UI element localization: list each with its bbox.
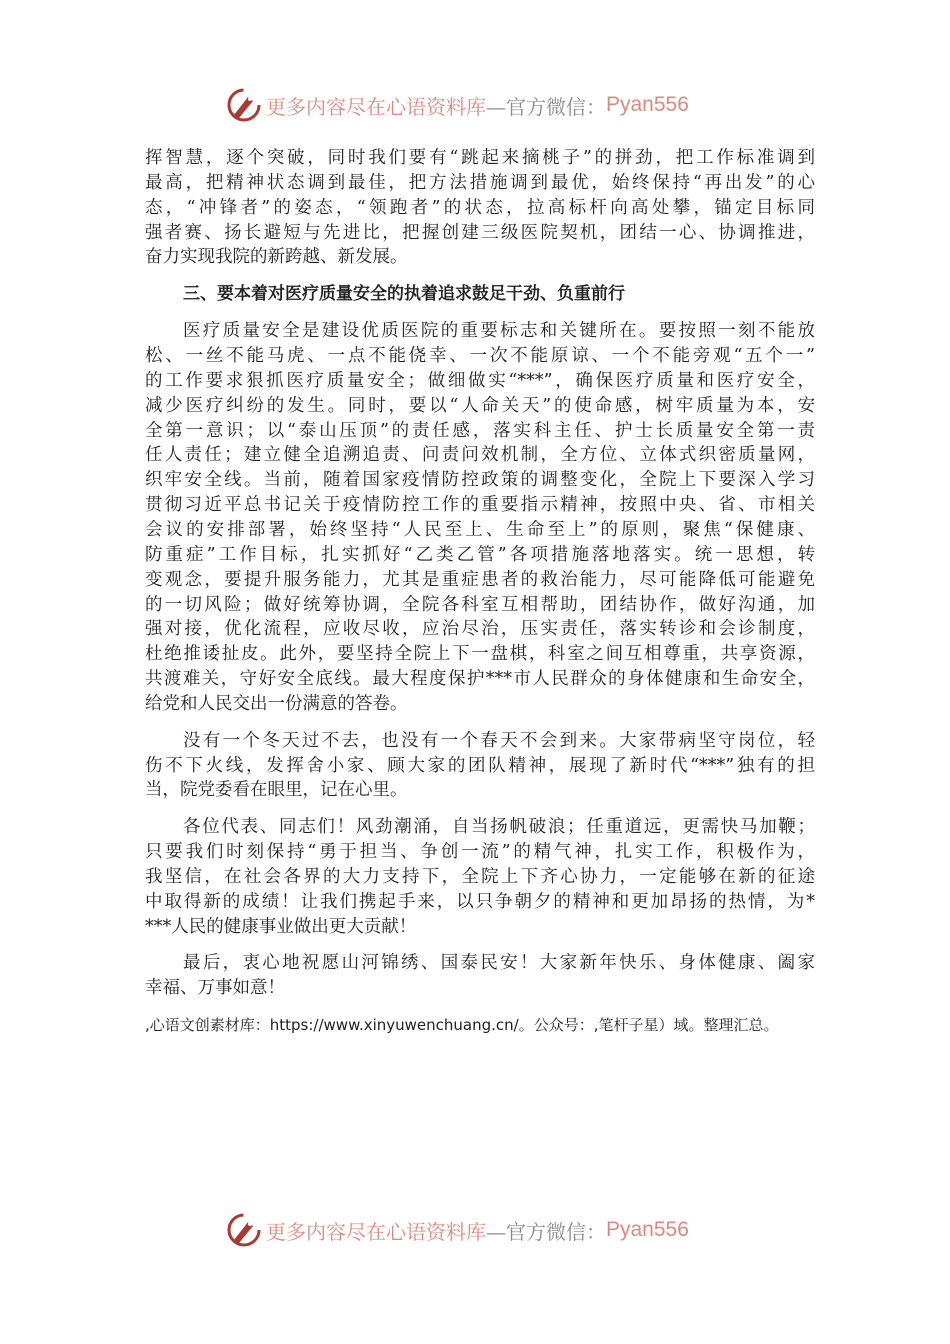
paragraph [145,951,815,1001]
text-line: 态，“冲锋者”的姿态，“领跑者”的状态，拉高标杆向高处攀，锚定目标同 [145,197,815,218]
text-line: 医疗质量安全是建设优质医院的重要标志和关键所在。要按照一刻不能放 [183,321,815,342]
banner-site-text: 更多内容尽在心语资料库 [266,94,486,119]
text-line: 奋力实现我院的新跨越、新发展。 [145,247,408,268]
document-body [145,146,815,1037]
text-line: 最高，把精神状态调到最佳，把方法措施调到最优，始终保持“再出发”的心 [145,172,815,193]
text-line: 会议的安排部署，始终坚持“人民至上、生命至上”的原则，聚焦“保健康、 [145,519,815,540]
text-line: 我坚信，在社会各界的大力支持下，全院上下齐心协力，一定能够在新的征途 [145,866,815,887]
footer-banner [226,1210,689,1250]
text-line: 强对接，优化流程，应收尽收，应治尽治，压实责任，落实转诊和会诊制度， [145,619,815,640]
text-line: 最后，衷心地祝愿山河锦绣、国泰民安！大家新年快乐、身体健康、阖家 [183,953,815,974]
text-line: 各位代表、同志们！风劲潮涌，自当扬帆破浪；任重道远，更需快马加鞭； [183,817,815,838]
text-line: 没有一个冬天过不去，也没有一个春天不会到来。大家带病坚守岗位，轻 [183,730,815,751]
text-line: 杜绝推诿扯皮。此外，要坚持全院上下一盘棋，科室之间互相尊重，共享资源， [145,644,815,665]
paragraph [145,729,815,804]
text-line: 中取得新的成绩！让我们携起手来，以只争朝夕的精神和更加昂扬的热情，为* [145,891,815,912]
text-line: 减少医疗纠纷的发生。同时，要以“人命关天”的使命感，树牢质量为本，安 [145,395,815,416]
banner-separator-text: —官方微信： [486,1219,606,1244]
section-heading: 三、要本着对医疗质量安全的执着追求鼓足干劲、负重前行 [183,284,625,305]
text-line: ***人民的健康事业做出更大贡献！ [145,916,417,937]
text-line: 贯彻习近平总书记关于疫情防控工作的重要指示精神，按照中央、省、市相关 [145,495,815,516]
text-line: 的工作要求狠抓医疗质量安全；做细做实“***”，确保医疗质量和医疗安全， [145,370,815,391]
text-line: 全第一意识；以“泰山压顶”的责任感，落实科主任、护士长质量安全第一责 [145,420,815,441]
paragraph-group [145,319,815,1001]
header-banner [226,85,689,125]
paragraph [145,815,815,939]
footer-note: ,心语文创素材库：https://www.xinyuwenchuang.cn/。公众号：,笔杆子星）域。整理汇总。 [145,1016,779,1035]
text-line: 防重症”工作目标，扎实抓好“乙类乙管”各项措施落地落实。统一思想，转 [145,544,815,565]
text-line: 当，院党委看在眼里，记在心里。 [145,780,408,801]
banner-site-text: 更多内容尽在心语资料库 [266,1219,486,1244]
text-line: 变观念，要提升服务能力，尤其是重症患者的救治能力，尽可能降低可能避免 [145,569,815,590]
pen-logo-icon [226,87,262,123]
paragraph [145,146,815,270]
text-line: 强者赛、扬长避短与先进比，把握创建三级医院契机，团结一心、协调推进， [145,222,815,243]
text-line: 伤不下火线，发挥舍小家、顾大家的团队精神，展现了新时代“***”独有的担 [145,755,815,776]
paragraph [145,319,815,717]
text-line: 只要我们时刻保持“勇于担当、争创一流”的精气神，扎实工作，积极作为， [145,842,815,863]
text-line: 挥智慧，逐个突破，同时我们要有“跳起来摘桃子”的拼劲，把工作标准调到 [145,148,815,168]
text-line: 任人责任；建立健全追溯追责、问责问效机制，全方位、立体式织密质量网， [145,445,815,466]
text-line: 松、一丝不能马虎、一点不能侥幸、一次不能原谅、一个不能旁观“五个一” [145,346,815,367]
banner-wechat-id: Pyan556 [606,93,689,116]
pen-logo-icon [226,1212,262,1248]
text-line: 给党和人民交出一份满意的答卷。 [145,693,408,714]
text-line: 的一切风险；做好统筹协调，全院各科室互相帮助，团结协作，做好沟通，加 [145,594,815,615]
text-line: 幸福、万事如意！ [145,978,285,999]
banner-wechat-id: Pyan556 [606,1218,689,1241]
text-line: 织牢安全线。当前，随着国家疫情防控政策的调整变化，全院上下要深入学习 [145,470,815,491]
text-line: 共渡难关，守好安全底线。最大程度保护***市人民群众的身体健康和生命安全， [145,669,815,690]
banner-separator-text: —官方微信： [486,94,606,119]
